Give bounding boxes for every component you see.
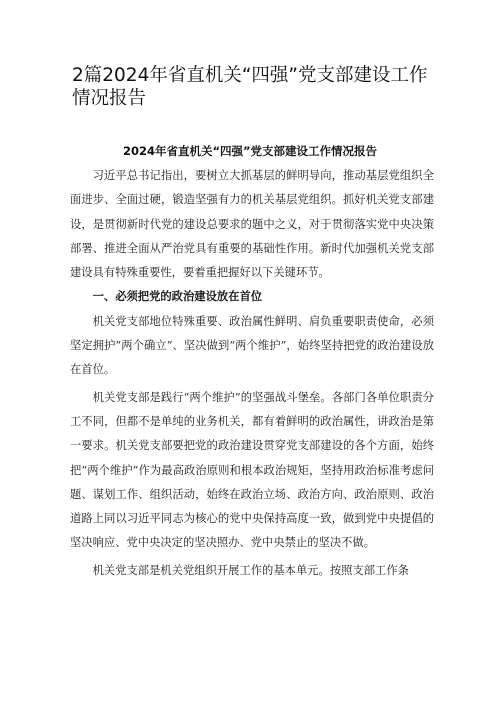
paragraph-political-priority: 机关党支部地位特殊重要、政治属性鲜明、肩负重要职责使命，必须坚定拥护“两个确立”、坚决做到“两个维护”，始终坚持把党的政治建设放在首位。 [70,314,434,377]
paragraph-fortress: 机关党支部是践行“两个维护”的坚强战斗堡垒。各部门各单位职责分工不同，但都不是单纯的业务机关，都有着鲜明的政治属性，讲政治是第一要求。机关党支部要把党的政治建设贯穿党支部建设的各个方面，始终把“两个维护”作为最高政治原则和根本政治规矩，坚持用政治标准考虑问题、谋划工作、组织活动，始终在政治立场、政治方向、政治原则、政治道路上同以习近平同志为核心的党中央保持高度一致，做到党中央提倡的坚决响应、党中央决定的坚决照办、党中央禁止的坚决不做。 [70,390,434,550]
paragraph-basic-unit: 机关党支部是机关党组织开展工作的基本单元。按照支部工作条 [92,563,409,577]
paragraph-intro: 习近平总书记指出，要树立大抓基层的鲜明导向，推动基层党组织全面进步、全面过硬，锻造坚强有力的机关基层党组织。抓好机关党支部建设，是贯彻新时代党的建设总要求的题中之义，对于贯彻落实党中央决策部署、推进全面从严治党具有重要的基础性作用。新时代加强机关党支部建设具有特殊重要性，要着重把握好以下关键环节。 [70,169,434,280]
section-heading-1: 一、必须把党的政治建设放在首位 [92,290,263,304]
document-title: 2篇2024年省直机关“四强”党支部建设工作情况报告 [72,65,428,109]
article-heading: 2024年省直机关“四强”党支部建设工作情况报告 [122,144,378,158]
article-body [70,164,434,583]
